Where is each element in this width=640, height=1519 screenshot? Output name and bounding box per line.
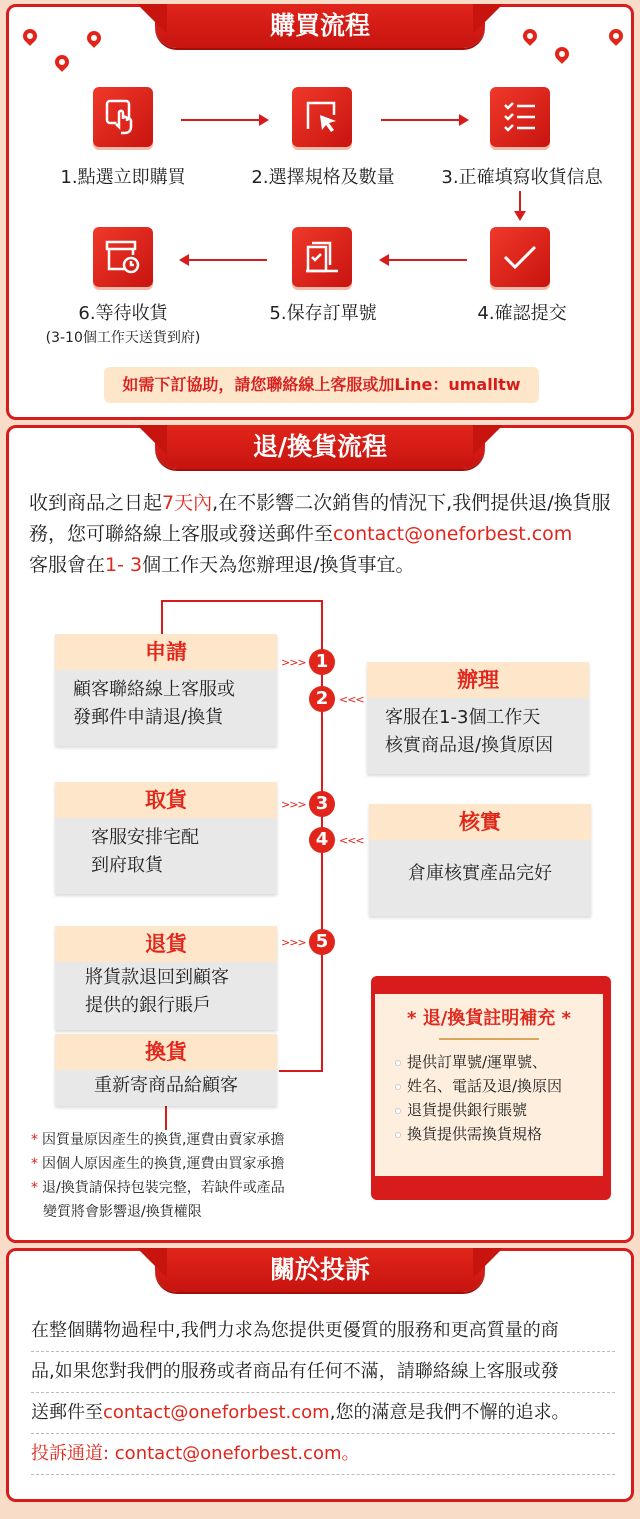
apply-heading: 申請 [55,634,277,670]
checkmark-icon [490,227,550,287]
step-number-2: 2 [309,686,335,712]
chevron-right: >>> [281,656,306,669]
map-pin-icon [552,44,572,64]
verify-box: 核實 倉庫核實產品完好 [369,804,591,916]
returns-title: 退/換貨流程 [155,425,485,469]
exchange-box: 換貨 重新寄商品給顧客 [55,1034,277,1106]
flow-arrow-down [519,191,521,213]
returns-intro: 收到商品之日起7天內,在不影響二次銷售的情況下,我們提供退/換貨服務，您可聯絡線上客服或發送郵件至contact@oneforbest.com 客服會在1- 3個工作天為您辦理退/換貨事宜。 [29,492,611,576]
step-label-4: 4.確認提交 [477,303,567,324]
footnote: 變質將會影響退/換貨權限 [43,1204,202,1220]
chevron-right: >>> [281,798,306,811]
supplement-box [371,976,611,1200]
complaint-panel [6,1248,634,1502]
delivery-time-note: (3-10個工作天送貨到府) [45,330,201,346]
flow-arrow [181,119,267,121]
divider [439,1038,539,1040]
map-pin-icon [84,28,104,48]
map-pin-icon [520,26,540,46]
step-label-6: 6.等待收貨 [78,303,168,324]
map-pin-icon [20,26,40,46]
step-number-5: 5 [309,929,335,955]
flow-arrow [181,259,267,261]
connector-line [279,1070,323,1072]
list-item: 提供訂單號/運單號、 [395,1050,593,1074]
footnote: * 因質量原因產生的換貨,運費由賣家承擔 [31,1132,285,1148]
checklist-icon [490,87,550,147]
complaint-email-link[interactable]: contact@oneforbest.com [103,1402,330,1423]
refund-box: 退貨 將貨款退回到顧客 提供的銀行賬戶 [55,926,277,1030]
verify-heading: 核實 [369,804,591,840]
supplement-title: * 退/換貨註明補充 * [407,1008,571,1029]
complaint-text [31,1311,615,1475]
step-label-5: 5.保存訂單號 [269,303,377,324]
step-label-2: 2.選擇規格及數量 [251,167,395,188]
arrow-head-down [514,211,526,221]
connector-line [161,600,323,602]
map-pin-icon [606,26,626,46]
connector-line [161,600,163,636]
process-heading: 辦理 [367,662,589,698]
pickup-heading: 取貨 [55,782,277,818]
step-label-1: 1.點選立即購買 [60,167,186,188]
returns-panel [6,425,634,1243]
complaint-title: 關於投訴 [155,1248,485,1292]
flow-arrow [381,119,467,121]
process-box: 辦理 客服在1-3個工作天 核實商品退/換貨原因 [367,662,589,774]
complaint-channel: 投訴通道: contact@oneforbest.com。 [31,1434,615,1475]
package-clock-icon [93,227,153,287]
connector-line [165,1102,167,1130]
apply-box: 申請 顧客聯絡線上客服或 發郵件申請退/換貨 [55,634,277,746]
complaint-line: 在整個購物過程中,我們力求為您提供更優質的服務和更高質量的商 [31,1311,615,1352]
supplement-list [375,1050,603,1146]
footnote: * 退/換貨請保持包裝完整，若缺件或產品 [31,1180,285,1196]
step-number-3: 3 [309,791,335,817]
step-number-1: 1 [309,649,335,675]
refund-heading: 退貨 [55,926,277,962]
footnote: * 因個人原因產生的換貨,運費由買家承擔 [31,1156,285,1172]
complaint-line: 品,如果您對我們的服務或者商品有任何不滿，請聯絡線上客服或發 [31,1352,615,1393]
cursor-select-icon [292,87,352,147]
chevron-left: <<< [339,693,364,706]
complaint-line: 送郵件至contact@oneforbest.com,您的滿意是我們不懈的追求。 [31,1393,615,1434]
step-label-3: 3.正確填寫收貨信息 [441,167,603,188]
returns-footnotes [31,1128,285,1224]
help-note: 如需下訂協助，請您聯絡線上客服或加Line：umalltw [104,367,539,403]
exchange-heading: 換貨 [55,1034,277,1070]
chevron-left: <<< [339,834,364,847]
map-pin-icon [52,52,72,72]
purchase-title: 購買流程 [155,4,485,48]
list-item: 退貨提供銀行賬號 [395,1098,593,1122]
step-number-4: 4 [309,827,335,853]
flow-arrow [381,259,467,261]
chevron-right: >>> [281,936,306,949]
list-item: 姓名、電話及退/換原因 [395,1074,593,1098]
tap-hand-icon [93,87,153,147]
returns-email-link[interactable]: contact@oneforbest.com [333,523,573,545]
document-icon [292,227,352,287]
purchase-panel [6,4,634,420]
list-item: 換貨提供需換貨規格 [395,1122,593,1146]
pickup-box: 取貨 客服安排宅配 到府取貨 [55,782,277,894]
